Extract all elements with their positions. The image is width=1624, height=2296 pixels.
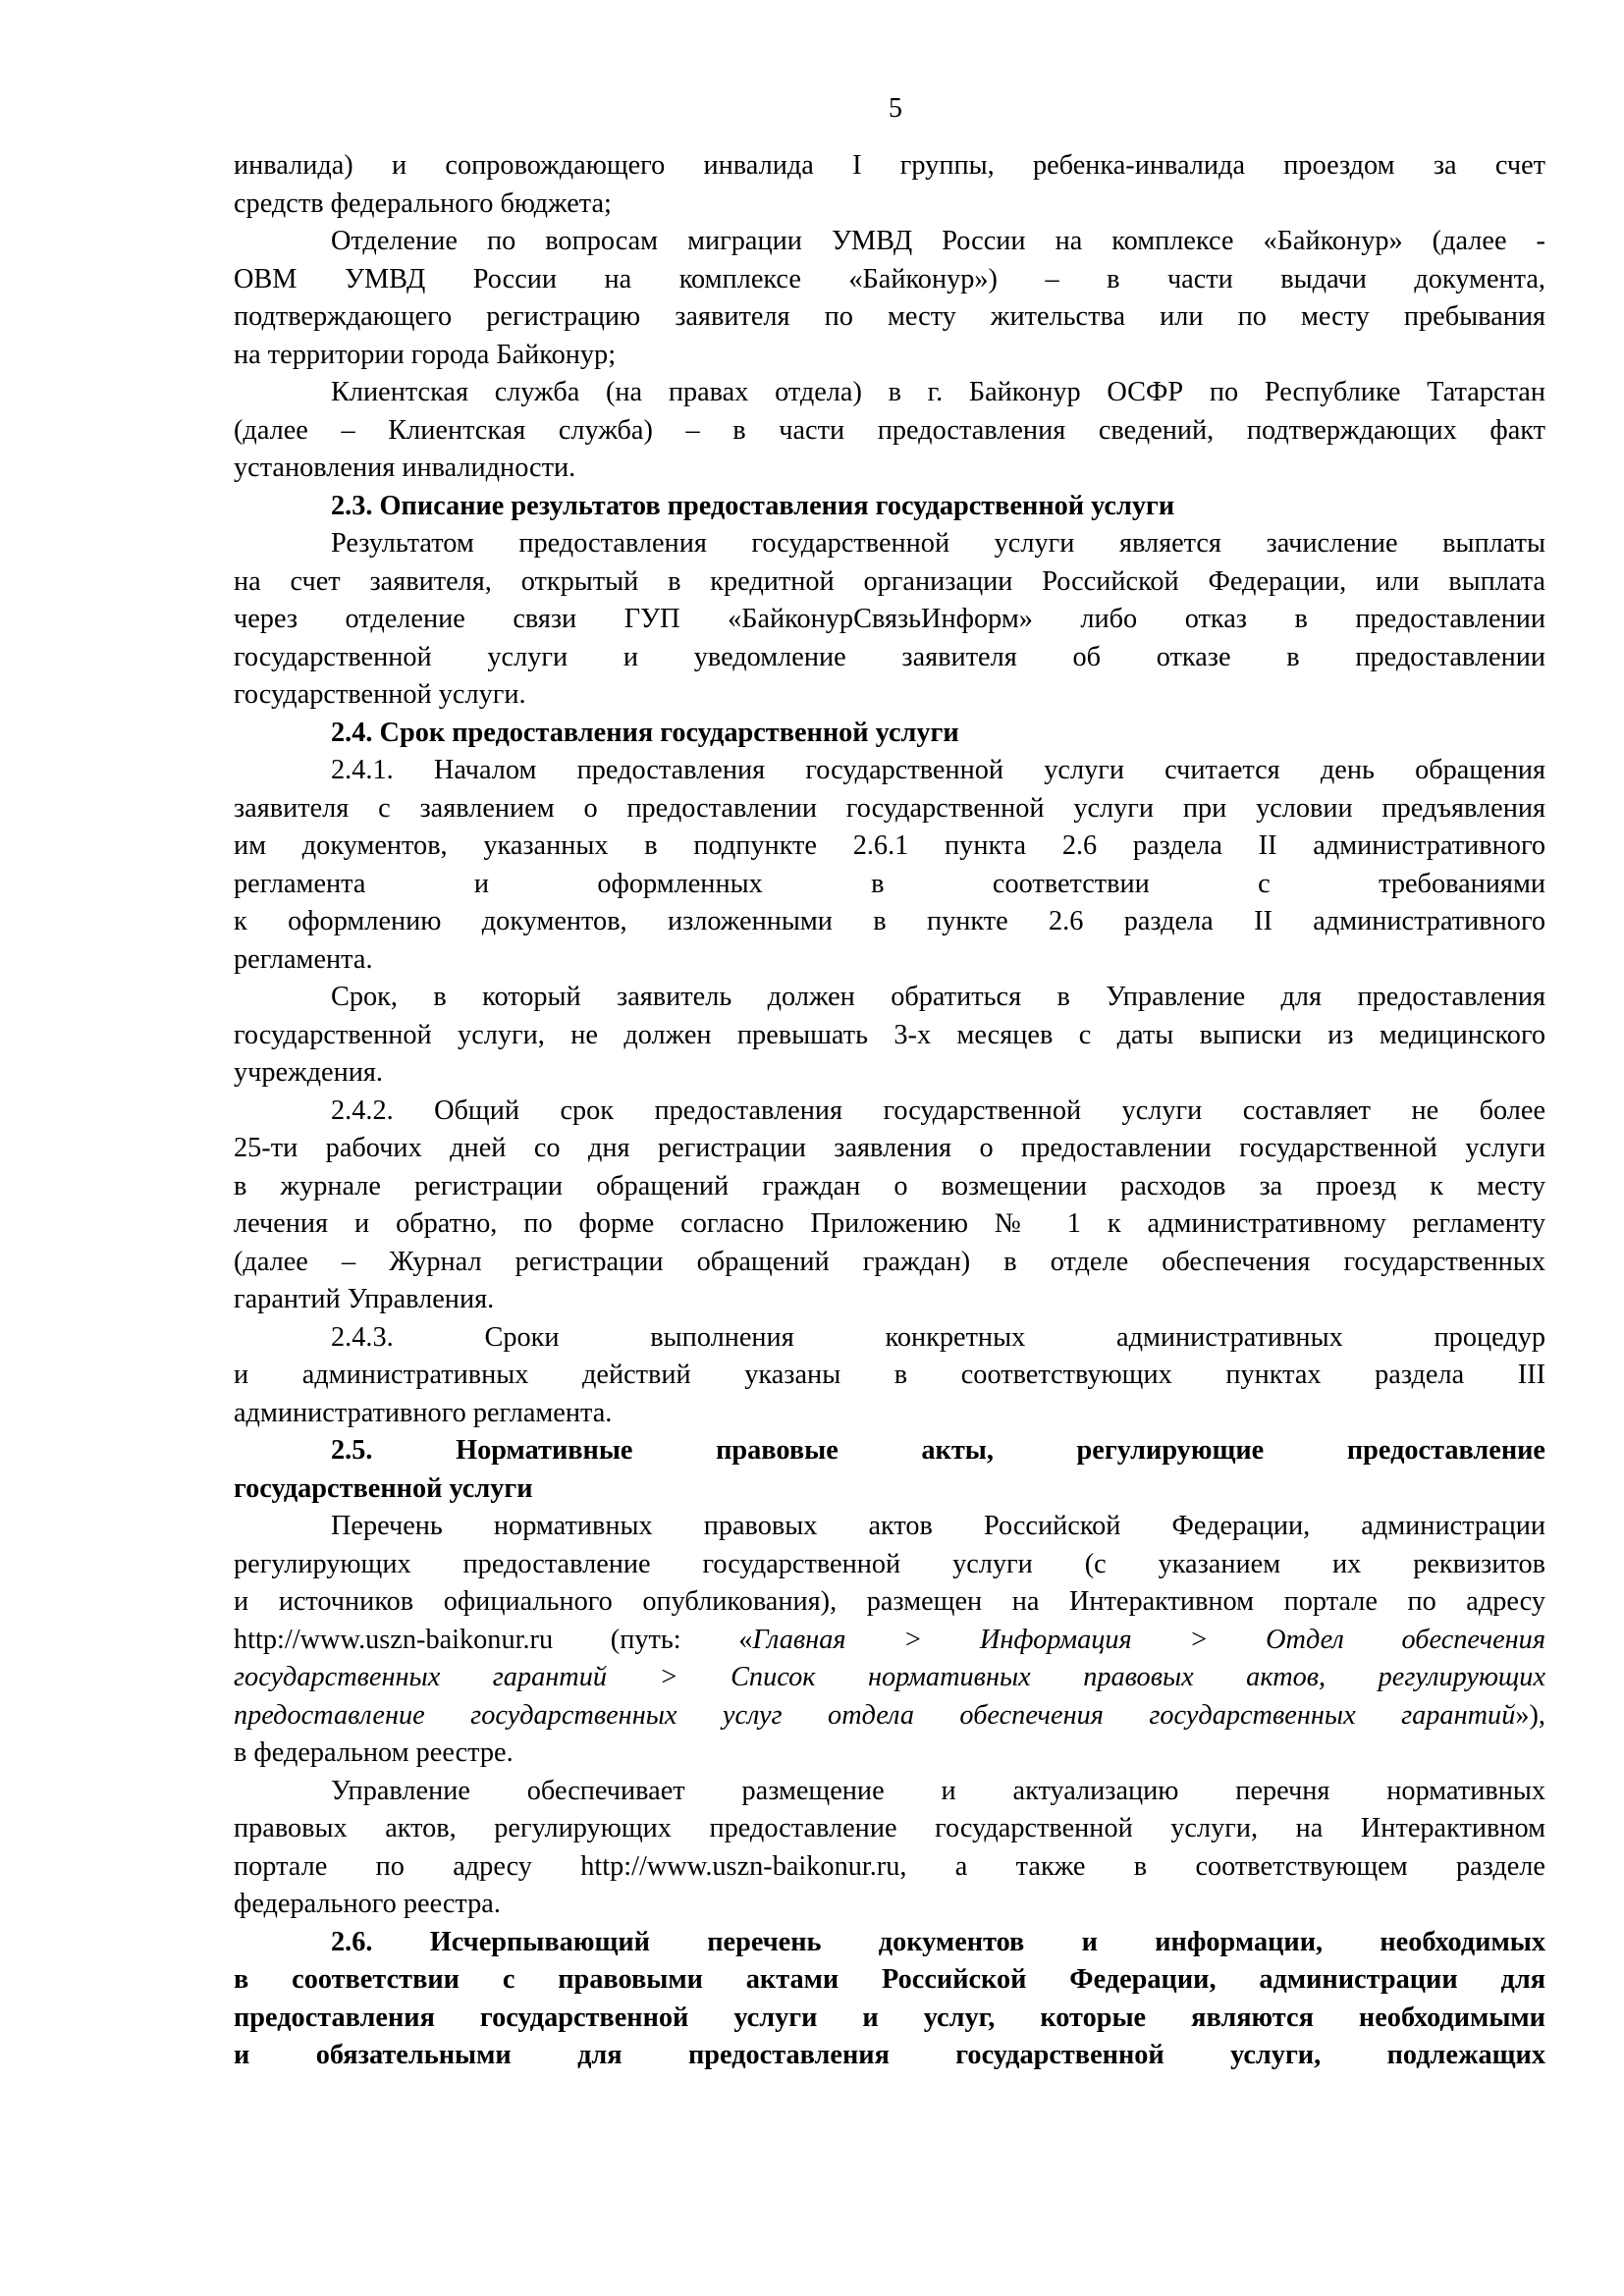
portal-url-text: http://www.uszn-baikonur.ru (путь: « [234,1624,753,1655]
text-line: государственной услуги, не должен превышать 3-х месяцев с даты выписки из медицинского [234,1019,1545,1050]
text-line: инвалида) и сопровождающего инвалида I группы, ребенка-инвалида проездом за счет [234,150,1545,181]
text-line: заявителя с заявлением о предоставлении государственной услуги при условии предъявления [234,792,1545,824]
text-line: Отделение по вопросам миграции УМВД России на комплексе «Байконур» (далее - [331,226,1545,256]
text-line: в журнале регистрации обращений граждан о возмещении расходов за проезд к месту [234,1170,1545,1201]
text-line-with-path [234,1697,1545,1735]
text-line: Результатом предоставления государственной услуги является зачисление выплаты [331,528,1545,559]
text-line: ОВМ УМВД России на комплексе «Байконур») – в части выдачи документа, [234,263,1545,294]
text-line: Перечень нормативных правовых актов Российской Федерации, администрации [331,1511,1545,1541]
text-line: им документов, указанных в подпункте 2.6.1 пункта 2.6 раздела II административного [234,830,1545,861]
text-line: правовых актов, регулирующих предоставление государственной услуги, на Интерактивном [234,1813,1545,1843]
text-line: регламента. [234,943,373,975]
text-line: Управление обеспечивает размещение и актуализацию перечня нормативных [331,1775,1545,1806]
text-line: и источников официального опубликования), размещен на Интерактивном портале по адресу [234,1586,1545,1617]
document-body [234,147,1545,2075]
section-heading-2-6-cont: в соответствии с правовыми актами Российской Федерации, администрации для [234,1964,1545,1995]
path-close: »), [1515,1699,1545,1731]
text-line: через отделение связи ГУП «БайконурСвязьИнформ» либо отказ в предоставлении [234,604,1545,634]
page-number: 5 [889,93,902,124]
text-line-with-path [234,1622,1545,1660]
text-line: Срок, в который заявитель должен обратиться в Управление для предоставления [331,982,1545,1012]
section-heading-2-6-cont: предоставления государственной услуги и услуг, которые являются необходимыми [234,2002,1545,2033]
text-line: (далее – Журнал регистрации обращений граждан) в отделе обеспечения государственных [234,1246,1545,1277]
portal-path-italic-line: государственных гарантий > Список нормативных правовых актов, регулирующих [234,1662,1545,1692]
text-line: Клиентская служба (на правах отдела) в г. Байконур ОСФР по Республике Татарстан [331,377,1545,407]
section-heading-2-3: 2.3. Описание результатов предоставления государственной услуги [331,490,1175,521]
text-line: (далее – Клиентская служба) – в части предоставления сведений, подтверждающих факт [234,414,1545,446]
text-line: подтверждающего регистрацию заявителя по месту жительства или по месту пребывания [234,301,1545,332]
text-line: лечения и обратно, по форме согласно Приложению № 1 к административному регламенту [234,1208,1545,1239]
text-line: регулирующих предоставление государственной услуги (с указанием их реквизитов [234,1548,1545,1579]
text-line: учреждения. [234,1057,383,1088]
section-heading-2-5-cont: государственной услуги [234,1472,533,1504]
text-line: на территории города Байконур; [234,339,617,370]
text-line: и административных действий указаны в соответствующих пунктах раздела III [234,1360,1545,1390]
section-heading-2-6: 2.6. Исчерпывающий перечень документов и информации, необходимых [331,1926,1545,1957]
text-line: в федеральном реестре. [234,1737,514,1768]
text-line: регламента и оформленных в соответствии с требованиями [234,868,1545,899]
text-line: 25-ти рабочих дней со дня регистрации заявления о предоставлении государственной услуги [234,1133,1545,1163]
text-line: 2.4.1. Началом предоставления государственной услуги считается день обращения [331,755,1545,785]
section-heading-2-6-cont: и обязательными для предоставления государственной услуги, подлежащих [234,2040,1545,2070]
text-line: к оформлению документов, изложенными в пункте 2.6 раздела II административного [234,906,1545,936]
section-heading-2-5: 2.5. Нормативные правовые акты, регулирующие предоставление [331,1435,1545,1466]
text-line: государственной услуги и уведомление заявителя об отказе в предоставлении [234,641,1545,672]
portal-path-italic: Главная > Информация > Отдел обеспечения [752,1624,1545,1655]
text-line: 2.4.3. Сроки выполнения конкретных административных процедур [331,1321,1545,1353]
text-line: гарантий Управления. [234,1284,495,1314]
text-line: средств федерального бюджета; [234,187,612,219]
text-line: на счет заявителя, открытый в кредитной организации Российской Федерации, или выплата [234,565,1545,597]
text-line: установления инвалидности. [234,453,576,483]
text-line: портале по адресу http://www.uszn-baikonur.ru, а также в соответствующем разделе [234,1850,1545,1882]
text-line: 2.4.2. Общий срок предоставления государственной услуги составляет не более [331,1095,1545,1126]
text-line: государственной услуги. [234,679,526,710]
section-heading-2-4: 2.4. Срок предоставления государственной услуги [331,717,959,748]
text-line: федерального реестра. [234,1889,501,1919]
text-line: административного регламента. [234,1397,613,1428]
portal-path-italic: предоставление государственных услуг отдела обеспечения государственных гарантий [234,1699,1516,1731]
